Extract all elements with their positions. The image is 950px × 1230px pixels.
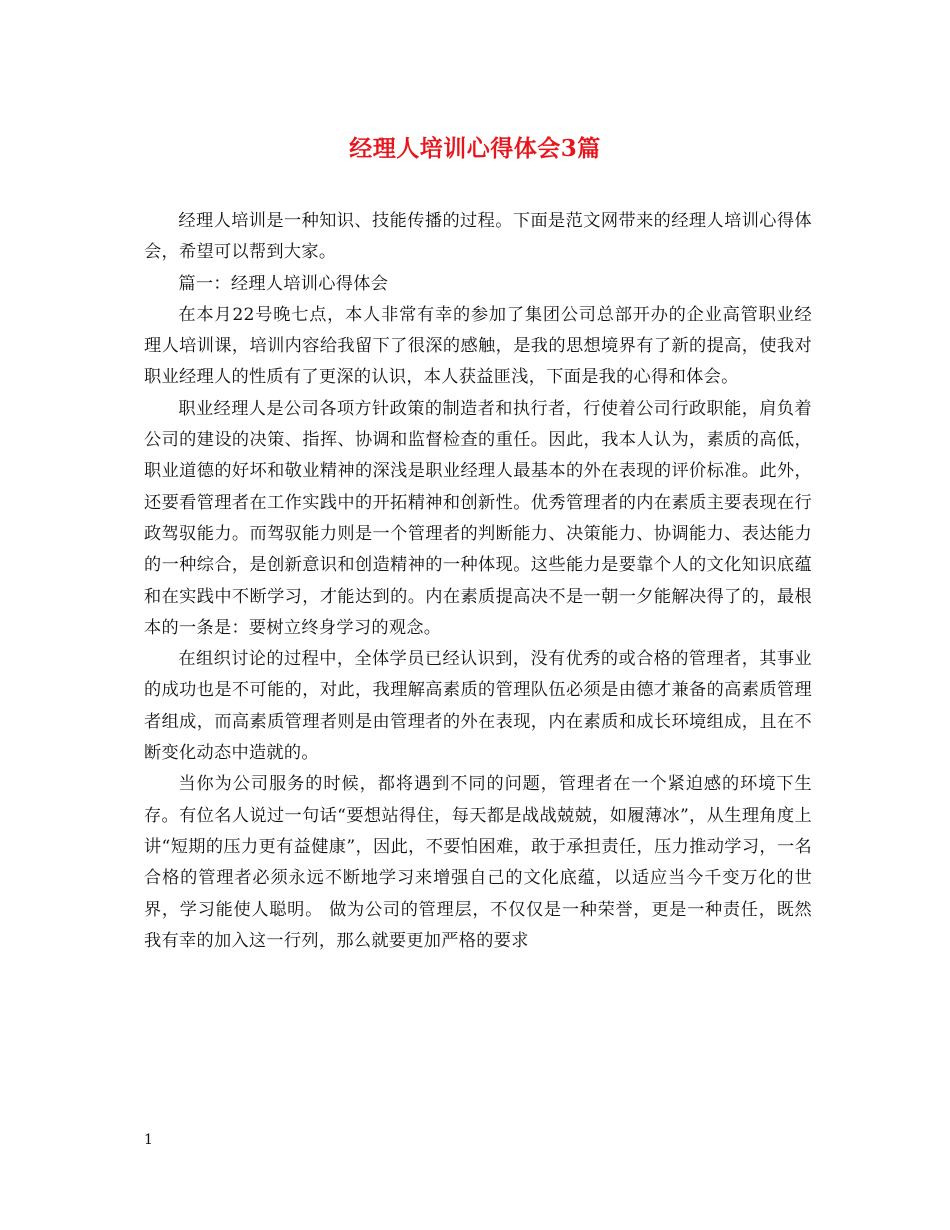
body-paragraph: 在本月22号晚七点，本人非常有幸的参加了集团公司总部开办的企业高管职业经理人培训课，培训内容给我留下了很深的感触，是我的思想境界有了新的提高，使我对职业经理人的性质有了更深的认识，本人获益匪浅，下面是我的心得和体会。: [144, 304, 812, 388]
page-number: 1: [144, 1132, 153, 1148]
body-paragraph: 当你为公司服务的时候，都将遇到不同的问题，管理者在一个紧迫感的环境下生存。有位名人说过一句话“要想站得住，每天都是战战兢兢，如履薄冰”，从生理角度上讲“短期的压力更有益健康”，因此，不要怕困难，敢于承担责任，压力推动学习，一名合格的管理者必须永远不断地学习来增强自己的文化底蕴，以适应当今千变万化的世界，学习能使人聪明。 做为公司的管理层，不仅仅是一种荣誉，更是一种责任，既然我有幸的加入这一行列，那么就要更加严格的要求: [144, 774, 812, 951]
intro-paragraph: 经理人培训是一种知识、技能传播的过程。下面是范文网带来的经理人培训心得体会，希望可以帮到大家。: [144, 211, 812, 263]
document-title: 经理人培训心得体会3篇: [349, 135, 601, 162]
body-paragraph: 在组织讨论的过程中，全体学员已经认识到，没有优秀的或合格的管理者，其事业的成功也是不可能的，对此，我理解高素质的管理队伍必须是由德才兼备的高素质管理者组成，而高素质管理者则是由管理者的外在表现，内在素质和成长环境组成，且在不断变化动态中造就的。: [144, 649, 812, 764]
body-paragraph: 职业经理人是公司各项方针政策的制造者和执行者，行使着公司行政职能，肩负着公司的建设的决策、指挥、协调和监督检查的重任。因此，我本人认为，素质的高低，职业道德的好坏和敬业精神的深浅是职业经理人最基本的外在表现的评价标准。此外，还要看管理者在工作实践中的开拓精神和创新性。优秀管理者的内在素质主要表现在行政驾驭能力。而驾驭能力则是一个管理者的判断能力、决策能力、协调能力、表达能力的一种综合，是创新意识和创造精神的一种体现。这些能力是要靠个人的文化知识底蕴和在实践中不断学习，才能达到的。内在素质提高决不是一朝一夕能解决得了的，最根本的一条是：要树立终身学习的观念。: [144, 398, 812, 638]
document-body: [144, 206, 812, 957]
section-heading: 篇一：经理人培训心得体会: [178, 273, 389, 294]
